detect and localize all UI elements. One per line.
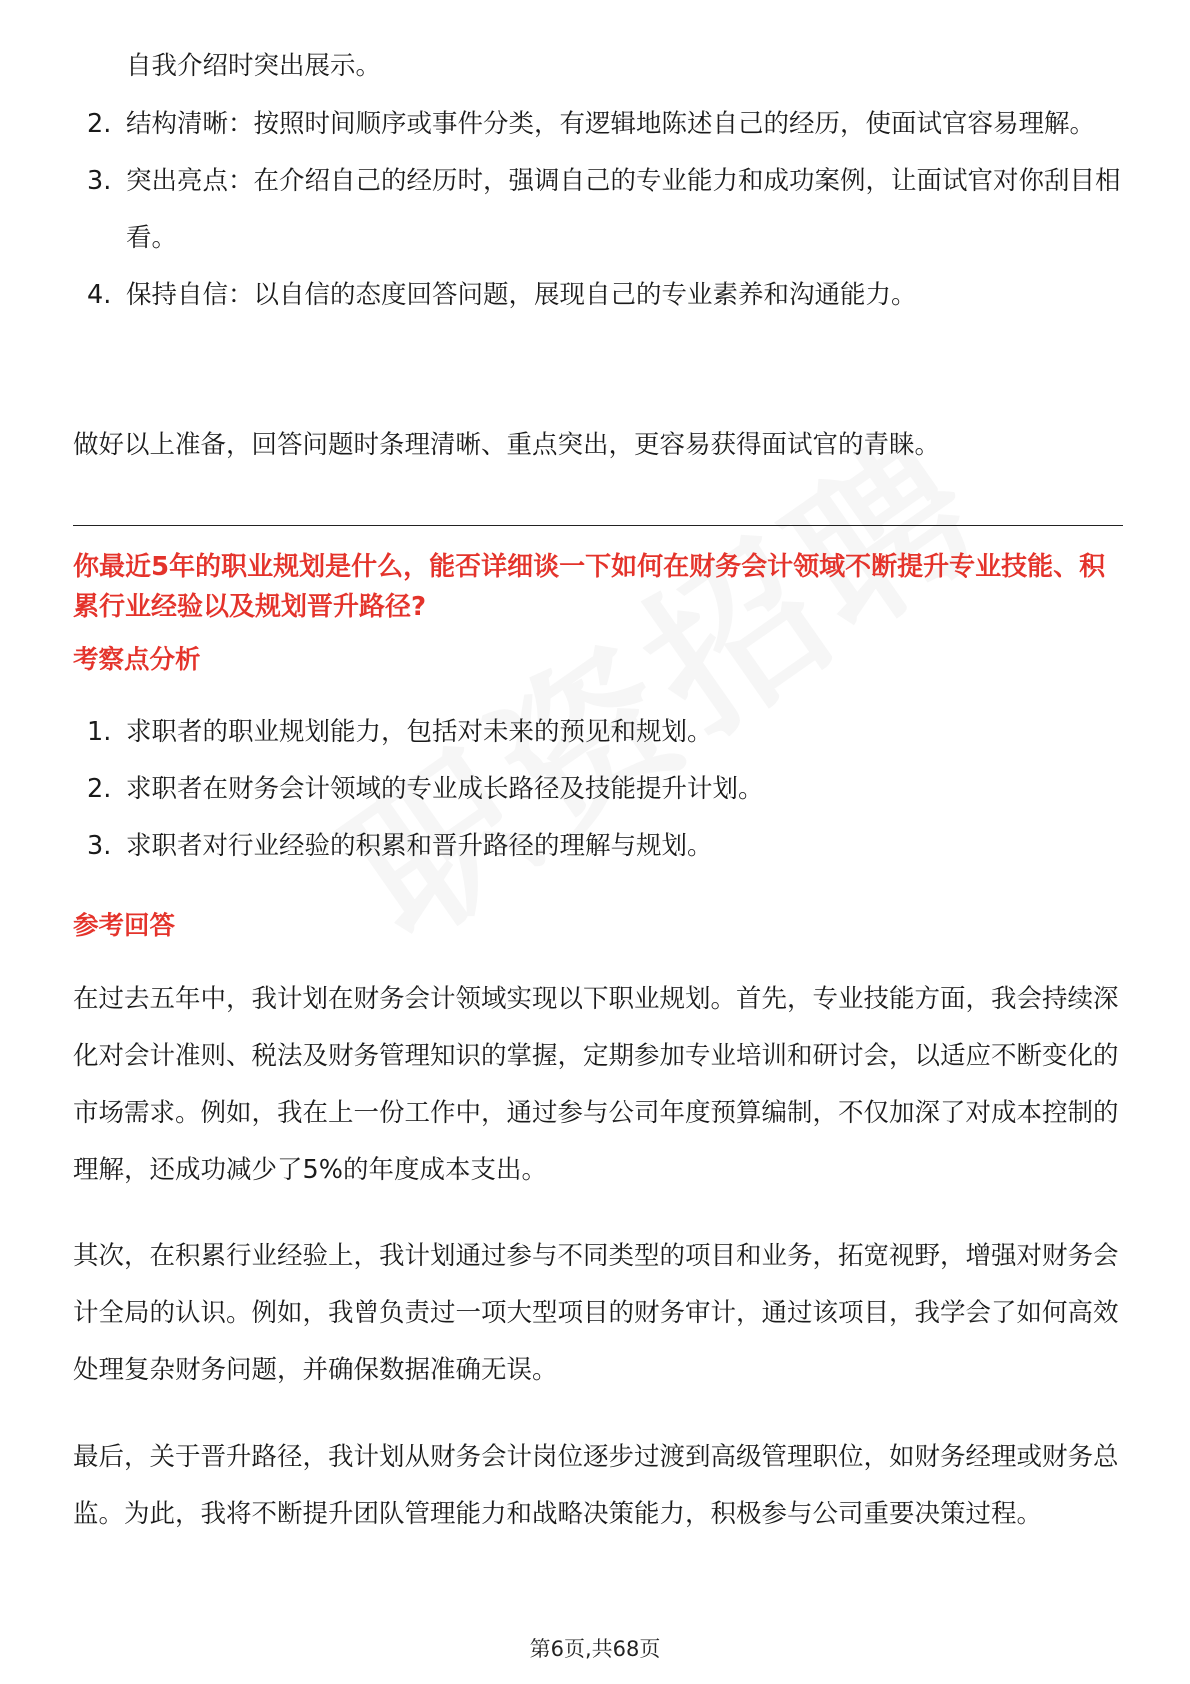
list-item: [73, 96, 1123, 153]
section-divider: [73, 525, 1123, 526]
page-number-footer: 第6页,共68页: [529, 1637, 661, 1661]
list-item: [73, 761, 1123, 818]
list-number: 3.: [87, 831, 112, 861]
list-item: [73, 704, 1123, 761]
analysis-heading: 考察点分析: [73, 645, 201, 675]
list-text: 结构清晰：按照时间顺序或事件分类，有逻辑地陈述自己的经历，使面试官容易理解。: [126, 109, 1096, 139]
previous-list: [73, 96, 1123, 324]
list-text: 求职者的职业规划能力，包括对未来的预见和规划。: [126, 717, 713, 747]
list-item: [73, 818, 1123, 875]
answer-paragraph: 最后，关于晋升路径，我计划从财务会计岗位逐步过渡到高级管理职位，如财务经理或财务总监。为此，我将不断提升团队管理能力和战略决策能力，积极参与公司重要决策过程。: [73, 1442, 1119, 1529]
list-number: 2.: [87, 109, 112, 139]
question-heading: 你最近5年的职业规划是什么，能否详细谈一下如何在财务会计领域不断提升专业技能、积累行业经验以及规划晋升路径?: [73, 552, 1106, 622]
list-text: 保持自信：以自信的态度回答问题，展现自己的专业素养和沟通能力。: [126, 280, 917, 310]
list-item-continuation: 自我介绍时突出展示。: [126, 51, 382, 81]
answer-heading: 参考回答: [73, 911, 176, 941]
list-text: 突出亮点：在介绍自己的经历时，强调自己的专业能力和成功案例，让面试官对你刮目相看。: [126, 166, 1121, 253]
list-text: 求职者对行业经验的积累和晋升路径的理解与规划。: [126, 831, 713, 861]
list-number: 3.: [87, 166, 112, 196]
answer-paragraph: 在过去五年中，我计划在财务会计领域实现以下职业规划。首先，专业技能方面，我会持续深化对会计准则、税法及财务管理知识的掌握，定期参加专业培训和研讨会，以适应不断变化的市场需求。例如，我在上一份工作中，通过参与公司年度预算编制，不仅加深了对成本控制的理解，还成功减少了5%的年度成本支出。: [73, 984, 1119, 1185]
list-text: 求职者在财务会计领域的专业成长路径及技能提升计划。: [126, 774, 764, 804]
list-number: 1.: [87, 717, 112, 747]
list-item: [73, 267, 1123, 324]
list-number: 4.: [87, 280, 112, 310]
list-item: [73, 153, 1123, 267]
previous-conclusion: 做好以上准备，回答问题时条理清晰、重点突出，更容易获得面试官的青睐。: [73, 430, 941, 460]
list-number: 2.: [87, 774, 112, 804]
analysis-list: [73, 704, 1123, 875]
answer-paragraph: 其次，在积累行业经验上，我计划通过参与不同类型的项目和业务，拓宽视野，增强对财务会计全局的认识。例如，我曾负责过一项大型项目的财务审计，通过该项目，我学会了如何高效处理复杂财务问题，并确保数据准确无误。: [73, 1241, 1119, 1385]
previous-answer-section: [73, 38, 1123, 324]
